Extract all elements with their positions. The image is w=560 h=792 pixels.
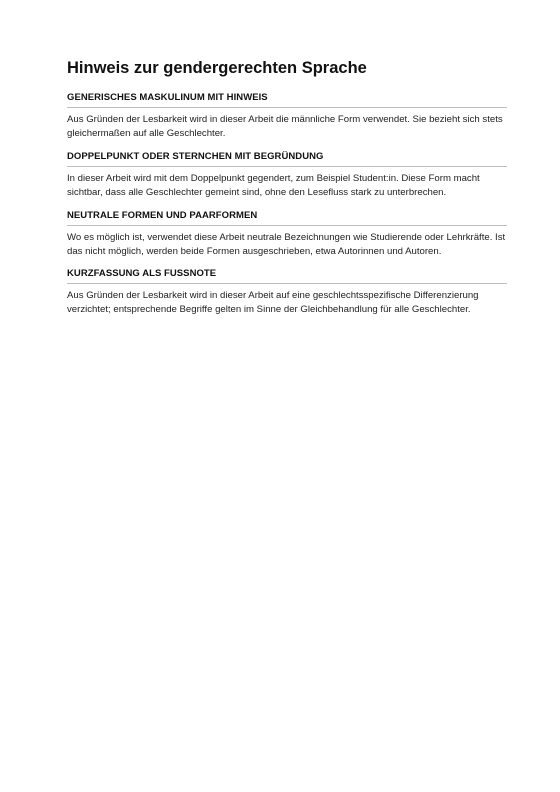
section-body: Aus Gründen der Lesbarkeit wird in dieser Arbeit auf eine geschlechtsspezifische Differenzierung verzichtet; entsprechende Begriffe gelten im Sinne der Gleichbehandlung für alle Geschlechter.	[67, 290, 479, 316]
section-heading: NEUTRALE FORMEN UND PAARFORMEN	[67, 209, 507, 226]
section-colon-asterisk	[67, 150, 507, 200]
section-body: Aus Gründen der Lesbarkeit wird in dieser Arbeit die männliche Form verwendet. Sie bezieht sich stets gleichermaßen auf alle Geschlechter.	[67, 114, 503, 139]
page-title: Hinweis zur gendergerechten Sprache	[67, 59, 367, 77]
section-footnote-short	[67, 267, 507, 317]
section-heading: GENERISCHES MASKULINUM MIT HINWEIS	[67, 91, 507, 108]
section-generic-masculine	[67, 91, 507, 141]
section-body: In dieser Arbeit wird mit dem Doppelpunkt gegendert, zum Beispiel Student:in. Diese Form macht sichtbar, dass alle Geschlechter gemeint sind, ohne den Lesefluss stark zu unterbrechen.	[67, 172, 480, 198]
section-heading: DOPPELPUNKT ODER STERNCHEN MIT BEGRÜNDUNG	[67, 150, 507, 167]
section-body: Wo es möglich ist, verwendet diese Arbeit neutrale Bezeichnungen wie Studierende oder Lehrkräfte. Ist das nicht möglich, werden beide Formen ausgeschrieben, etwa Autorinnen und Autoren.	[67, 231, 506, 257]
document-page	[67, 58, 507, 326]
section-heading: KURZFASSUNG ALS FUSSNOTE	[67, 267, 507, 284]
section-neutral-forms	[67, 209, 507, 259]
